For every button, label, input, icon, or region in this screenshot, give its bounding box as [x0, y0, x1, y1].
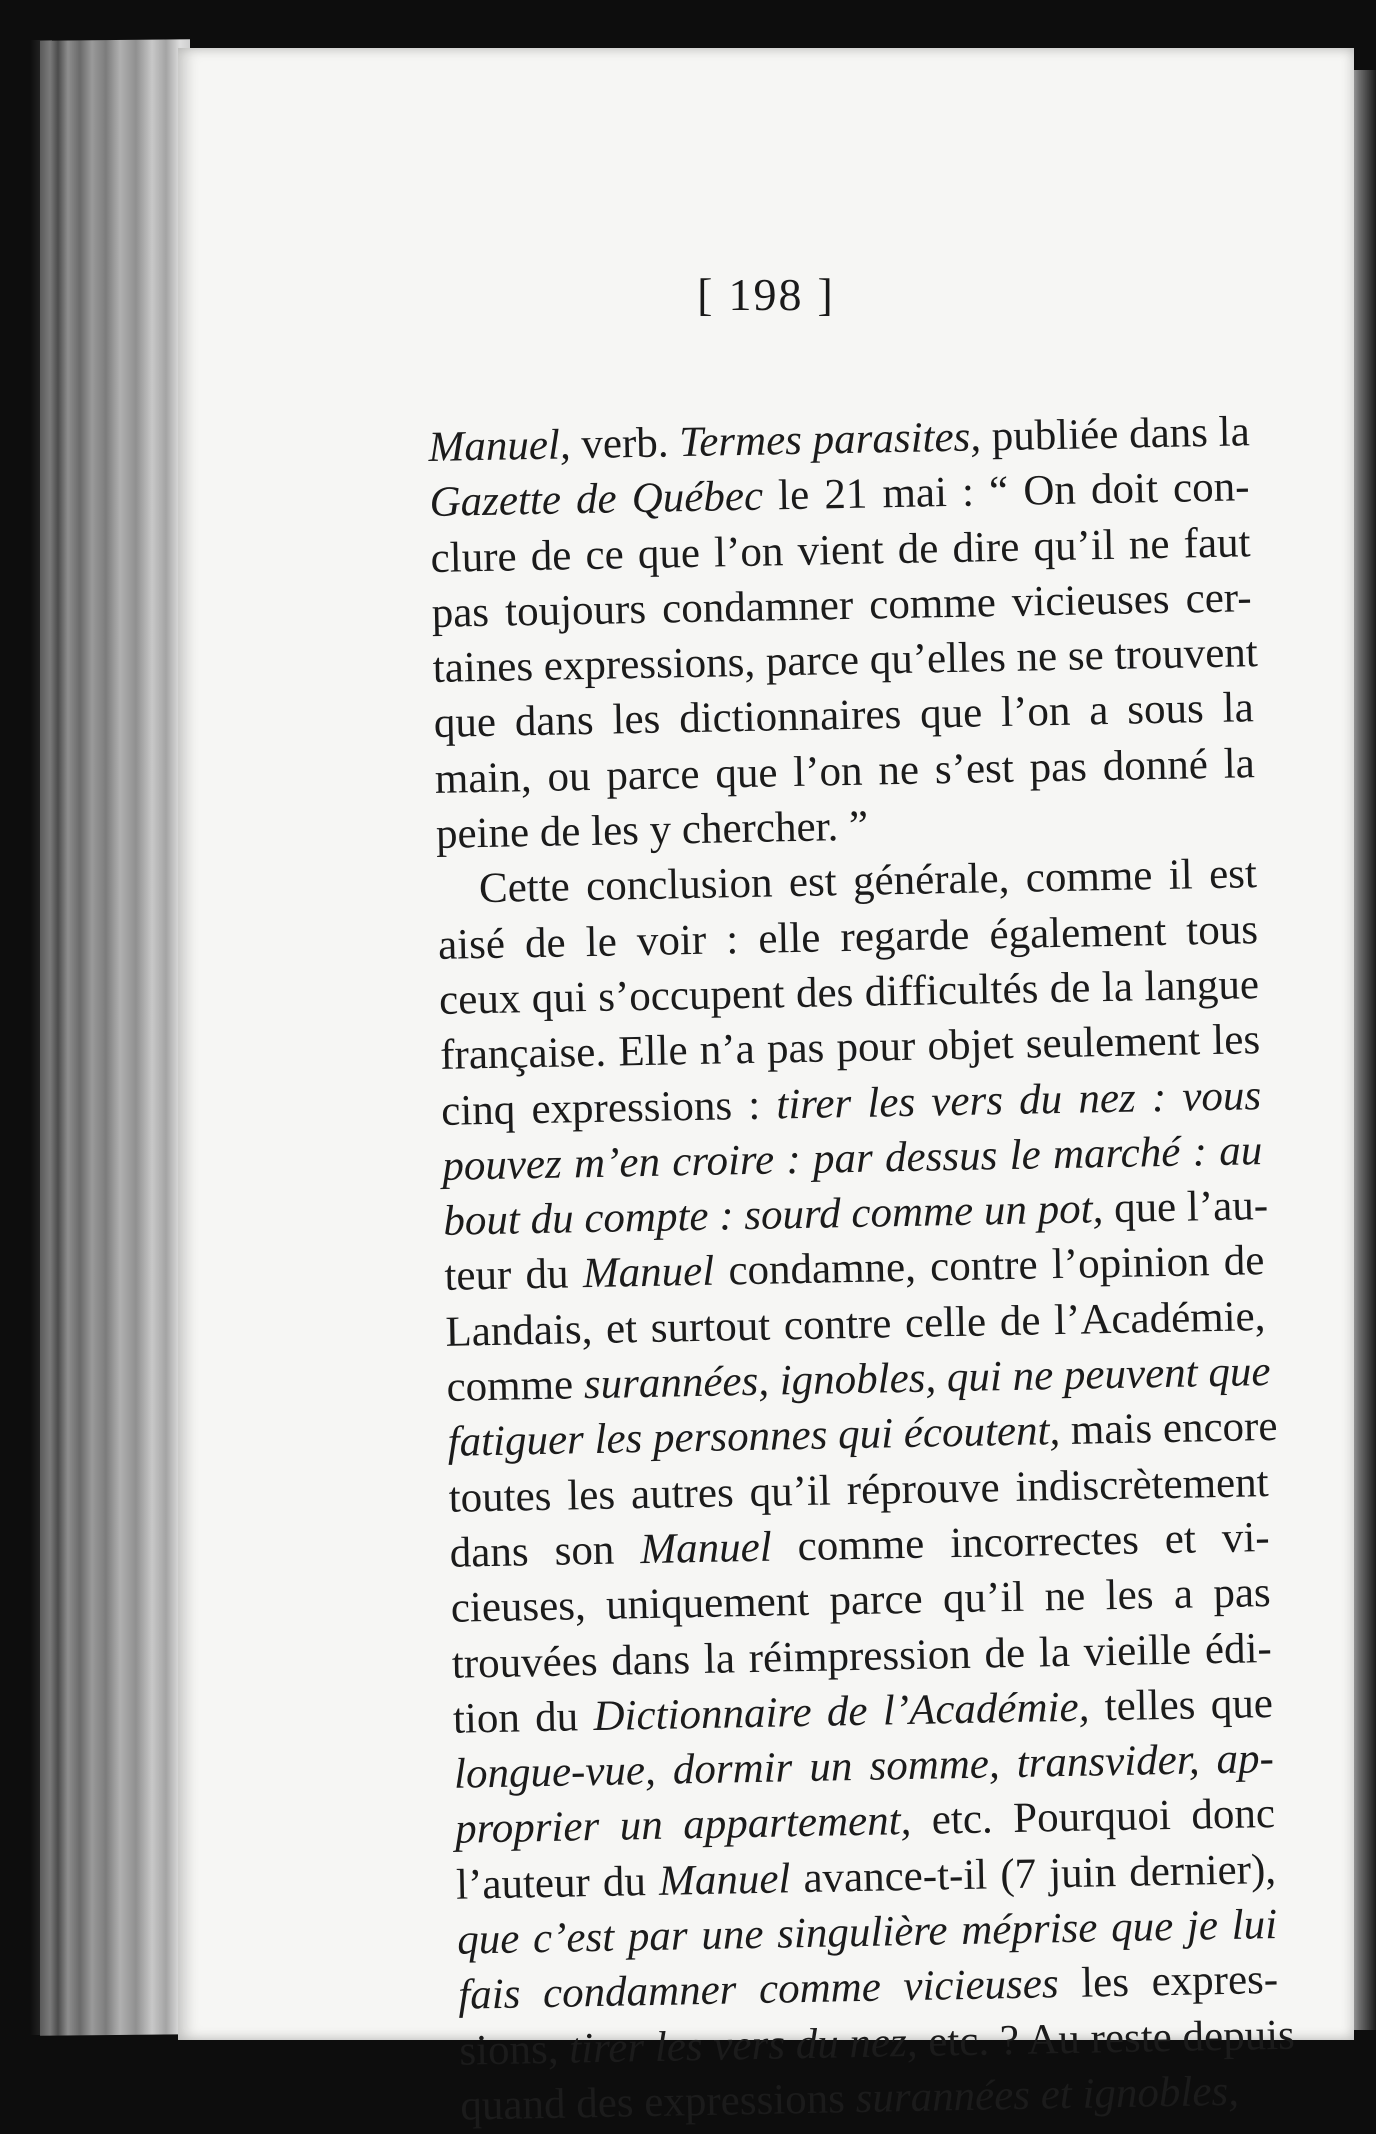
- text-segment: main, ou parce que l’on ne s’est pas donné la: [434, 739, 1256, 803]
- text-segment: clure de ce que l’on vient de dire qu’il ne faut: [430, 518, 1251, 582]
- italic-text: surannées et ignobles,: [855, 2067, 1240, 2123]
- text-segment: verb.: [570, 419, 680, 469]
- italic-text: Termes parasites,: [678, 413, 982, 467]
- italic-text: Manuel: [639, 1523, 773, 1574]
- italic-text: proprier un appartement,: [454, 1797, 912, 1854]
- page-edges-stack: [40, 39, 190, 2036]
- text-segment: mais encore: [1059, 1403, 1278, 1455]
- italic-text: que c’est par une singulière méprise que je lui: [456, 1900, 1278, 1964]
- text-segment: taines expressions, parce qu’elles ne se trouvent: [432, 629, 1259, 693]
- italic-text: fais condamner comme vicieuses: [457, 1960, 1060, 2020]
- text-segment: pas toujours condamner comme vicieuses cer-: [431, 574, 1253, 637]
- italic-text: tirer les vers du nez : vous: [775, 1071, 1262, 1128]
- text-segment: publiée dans la: [980, 408, 1251, 461]
- italic-text: Manuel: [658, 1855, 791, 1905]
- text-segment: tion du: [452, 1692, 594, 1743]
- text-segment: peine de les y chercher. ”: [435, 802, 869, 858]
- text-segment: cinq expressions :: [440, 1081, 777, 1135]
- italic-text: Gazette de Québec: [429, 472, 764, 527]
- italic-text: fatiguer les personnes qui écoutent,: [447, 1407, 1061, 1467]
- italic-text: Manuel: [582, 1248, 715, 1298]
- text-segment: teur du: [444, 1250, 584, 1301]
- text-segment: Landais, et surtout contre celle de l’Académie,: [445, 1292, 1266, 1356]
- text-segment: etc. ? Au reste depuis: [917, 2011, 1296, 2066]
- page-number-bracket-right: ]: [817, 269, 835, 320]
- text-segment: telles que: [1088, 1679, 1274, 1731]
- text-segment: aisé de le voir : elle regarde également tous: [437, 905, 1259, 969]
- text-segment: que l’au-: [1102, 1182, 1269, 1233]
- text-segment: condamne, contre l’opinion de: [713, 1237, 1265, 1296]
- text-segment: les expres-: [1058, 1956, 1279, 2008]
- italic-text: pouvez m’en croire : par dessus le marché : au: [441, 1126, 1263, 1190]
- text-segment: cieuses, uniquement parce qu’il ne les a pas: [450, 1569, 1272, 1633]
- text-segment: l’auteur du: [455, 1857, 660, 1909]
- text-segment: quand des expressions: [459, 2075, 857, 2130]
- italic-text: Manuel,: [428, 421, 572, 471]
- italic-text: longue-vue, dormir un somme, transvider, ap-: [453, 1735, 1275, 1798]
- text-segment: française. Elle n’a pas pour objet seulement les: [439, 1016, 1261, 1080]
- text-segment: dans son: [449, 1526, 641, 1577]
- text-segment: que dans les dictionnaires que l’on a sous la: [433, 684, 1255, 748]
- book-page: [178, 48, 1354, 2130]
- text-segment: etc. Pourquoi donc: [910, 1790, 1276, 1845]
- text-segment: le 21 mai : “ On doit con-: [762, 463, 1250, 520]
- text-segment: sions,: [458, 2025, 570, 2075]
- text-segment: avance-t-il (7 juin dernier),: [789, 1845, 1277, 1903]
- italic-text: bout du compte : sourd comme un pot,: [442, 1185, 1104, 1246]
- italic-text: surannées, ignobles, qui ne peuvent que: [583, 1348, 1271, 1409]
- text-segment: toutes les autres qu’il réprouve indiscrètement: [448, 1458, 1269, 1522]
- page-number-value: 198: [728, 269, 804, 320]
- page-number: [178, 268, 1354, 321]
- italic-text: Dictionnaire de l’Académie,: [593, 1683, 1090, 1740]
- italic-text: tirer les vers du nez,: [568, 2018, 918, 2073]
- text-segment: trouvées dans la réimpression de la vieille édi-: [451, 1624, 1273, 1688]
- body-text: [428, 404, 1296, 2134]
- text-segment: comme incorrectes et vi-: [771, 1513, 1271, 1571]
- text-segment: Cette conclusion est générale, comme il est: [478, 850, 1258, 913]
- page-number-bracket-left: [: [697, 269, 715, 320]
- text-segment: ceux qui s’occupent des difficultés de la langue: [438, 961, 1260, 1024]
- text-segment: comme: [446, 1361, 585, 1411]
